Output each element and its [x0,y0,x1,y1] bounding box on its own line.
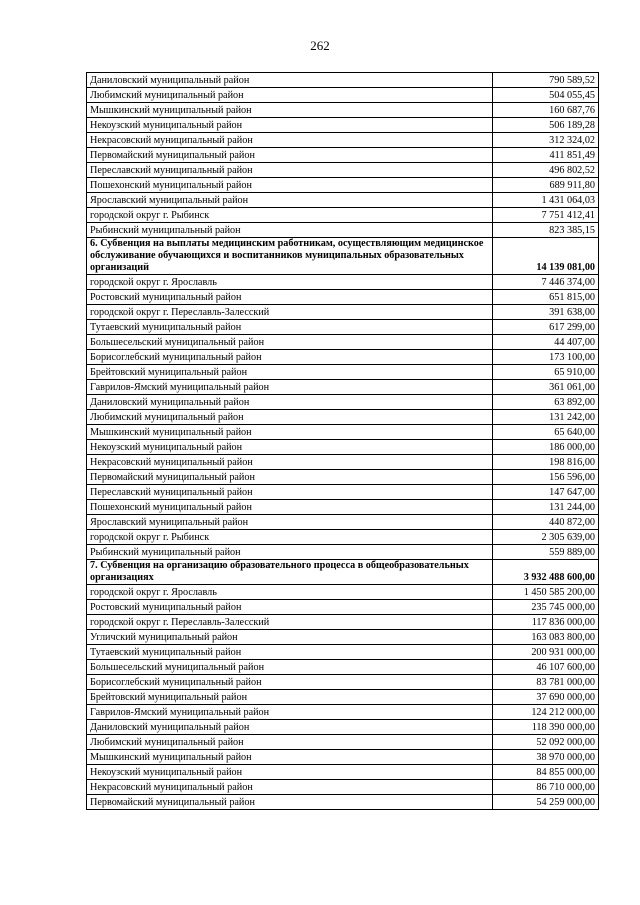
amount-value: 160 687,76 [493,103,599,118]
amount-value: 86 710 000,00 [493,780,599,795]
amount-value: 312 324,02 [493,133,599,148]
table-row [87,690,599,705]
amount-value: 7 446 374,00 [493,275,599,290]
municipality-name: Рыбинский муниципальный район [87,545,493,560]
table-row [87,148,599,163]
municipality-name: Мышкинский муниципальный район [87,425,493,440]
municipality-name: Гаврилов-Ямский муниципальный район [87,705,493,720]
amount-value: 65 640,00 [493,425,599,440]
table-row [87,275,599,290]
table-row [87,750,599,765]
amount-value: 52 092 000,00 [493,735,599,750]
municipality-name: Ярославский муниципальный район [87,515,493,530]
table-row [87,585,599,600]
amount-value: 37 690 000,00 [493,690,599,705]
amount-value: 83 781 000,00 [493,675,599,690]
table-row [87,720,599,735]
table-row [87,320,599,335]
municipality-name: Гаврилов-Ямский муниципальный район [87,380,493,395]
municipality-name: Брейтовский муниципальный район [87,690,493,705]
table-row [87,660,599,675]
municipality-name: городской округ г. Рыбинск [87,208,493,223]
municipality-name: Первомайский муниципальный район [87,148,493,163]
amount-value: 235 745 000,00 [493,600,599,615]
amount-value: 823 385,15 [493,223,599,238]
municipality-name: Некоузский муниципальный район [87,765,493,780]
municipality-name: Ростовский муниципальный район [87,600,493,615]
municipality-name: Некоузский муниципальный район [87,118,493,133]
municipality-name: Рыбинский муниципальный район [87,223,493,238]
table-row [87,133,599,148]
amount-value: 46 107 600,00 [493,660,599,675]
municipality-name: Первомайский муниципальный район [87,795,493,810]
table-row [87,795,599,810]
amount-value: 84 855 000,00 [493,765,599,780]
amount-value: 65 910,00 [493,365,599,380]
municipality-name: Тутаевский муниципальный район [87,320,493,335]
table-row [87,290,599,305]
amount-value: 7 751 412,41 [493,208,599,223]
table-row [87,118,599,133]
amount-value: 200 931 000,00 [493,645,599,660]
section-title: 6. Субвенция на выплаты медицинским работникам, осуществляющим медицинское обслуживание обучающихся и воспитанников муниципальных образовательных организаций [87,238,493,275]
amount-value: 440 872,00 [493,515,599,530]
table-row [87,500,599,515]
table-row [87,645,599,660]
table-row [87,440,599,455]
municipality-name: Угличский муниципальный район [87,630,493,645]
amount-value: 131 242,00 [493,410,599,425]
table-row [87,615,599,630]
table-body [87,73,599,810]
table-row [87,530,599,545]
table-row [87,515,599,530]
table-row [87,365,599,380]
municipality-name: Мышкинский муниципальный район [87,750,493,765]
municipality-name: Любимский муниципальный район [87,88,493,103]
municipality-name: Даниловский муниципальный район [87,395,493,410]
municipality-name: городской округ г. Ярославль [87,275,493,290]
table-row [87,470,599,485]
section-total-amount: 3 932 488 600,00 [493,560,599,585]
amount-value: 124 212 000,00 [493,705,599,720]
amount-value: 496 802,52 [493,163,599,178]
municipality-name: городской округ г. Переславль-Залесский [87,615,493,630]
municipality-name: городской округ г. Рыбинск [87,530,493,545]
amount-value: 559 889,00 [493,545,599,560]
subvention-table [86,72,599,810]
municipality-name: Первомайский муниципальный район [87,470,493,485]
amount-value: 63 892,00 [493,395,599,410]
table-row [87,178,599,193]
amount-value: 44 407,00 [493,335,599,350]
table-row [87,335,599,350]
municipality-name: Брейтовский муниципальный район [87,365,493,380]
table-row [87,208,599,223]
section-title: 7. Субвенция на организацию образовательного процесса в общеобразовательных организациях [87,560,493,585]
amount-value: 117 836 000,00 [493,615,599,630]
table-row [87,765,599,780]
table-row [87,223,599,238]
table-row [87,780,599,795]
amount-value: 186 000,00 [493,440,599,455]
municipality-name: Ростовский муниципальный район [87,290,493,305]
amount-value: 2 305 639,00 [493,530,599,545]
table-row [87,88,599,103]
table-row [87,425,599,440]
amount-value: 1 450 585 200,00 [493,585,599,600]
municipality-name: Любимский муниципальный район [87,410,493,425]
amount-value: 506 189,28 [493,118,599,133]
table-row [87,395,599,410]
municipality-name: Ярославский муниципальный район [87,193,493,208]
table-row [87,545,599,560]
amount-value: 198 816,00 [493,455,599,470]
table-row [87,305,599,320]
municipality-name: Тутаевский муниципальный район [87,645,493,660]
amount-value: 504 055,45 [493,88,599,103]
municipality-name: Некрасовский муниципальный район [87,780,493,795]
amount-value: 391 638,00 [493,305,599,320]
municipality-name: Борисоглебский муниципальный район [87,675,493,690]
table-row [87,380,599,395]
amount-value: 173 100,00 [493,350,599,365]
table-row [87,630,599,645]
municipality-name: Пошехонский муниципальный район [87,500,493,515]
municipality-name: Мышкинский муниципальный район [87,103,493,118]
table-row [87,350,599,365]
municipality-name: Большесельский муниципальный район [87,660,493,675]
table-row [87,163,599,178]
amount-value: 790 589,52 [493,73,599,88]
amount-value: 651 815,00 [493,290,599,305]
table-row [87,103,599,118]
amount-value: 147 647,00 [493,485,599,500]
municipality-name: городской округ г. Переславль-Залесский [87,305,493,320]
municipality-name: Некрасовский муниципальный район [87,133,493,148]
table-row [87,675,599,690]
table-row [87,600,599,615]
amount-value: 118 390 000,00 [493,720,599,735]
municipality-name: Некоузский муниципальный район [87,440,493,455]
municipality-name: Переславский муниципальный район [87,485,493,500]
municipality-name: Переславский муниципальный район [87,163,493,178]
table-row [87,485,599,500]
municipality-name: Даниловский муниципальный район [87,73,493,88]
amount-value: 38 970 000,00 [493,750,599,765]
amount-value: 156 596,00 [493,470,599,485]
section-header-row [87,560,599,585]
table-row [87,735,599,750]
page-number: 262 [310,38,330,53]
amount-value: 131 244,00 [493,500,599,515]
municipality-name: Даниловский муниципальный район [87,720,493,735]
amount-value: 411 851,49 [493,148,599,163]
table-row [87,193,599,208]
amount-value: 617 299,00 [493,320,599,335]
municipality-name: Борисоглебский муниципальный район [87,350,493,365]
section-total-amount: 14 139 081,00 [493,238,599,275]
amount-value: 689 911,80 [493,178,599,193]
municipality-name: Пошехонский муниципальный район [87,178,493,193]
municipality-name: городской округ г. Ярославль [87,585,493,600]
amount-value: 1 431 064,03 [493,193,599,208]
table-row [87,705,599,720]
table-row [87,73,599,88]
amount-value: 163 083 800,00 [493,630,599,645]
amount-value: 361 061,00 [493,380,599,395]
municipality-name: Некрасовский муниципальный район [87,455,493,470]
table-row [87,410,599,425]
amount-value: 54 259 000,00 [493,795,599,810]
section-header-row [87,238,599,275]
table-row [87,455,599,470]
municipality-name: Любимский муниципальный район [87,735,493,750]
municipality-name: Большесельский муниципальный район [87,335,493,350]
